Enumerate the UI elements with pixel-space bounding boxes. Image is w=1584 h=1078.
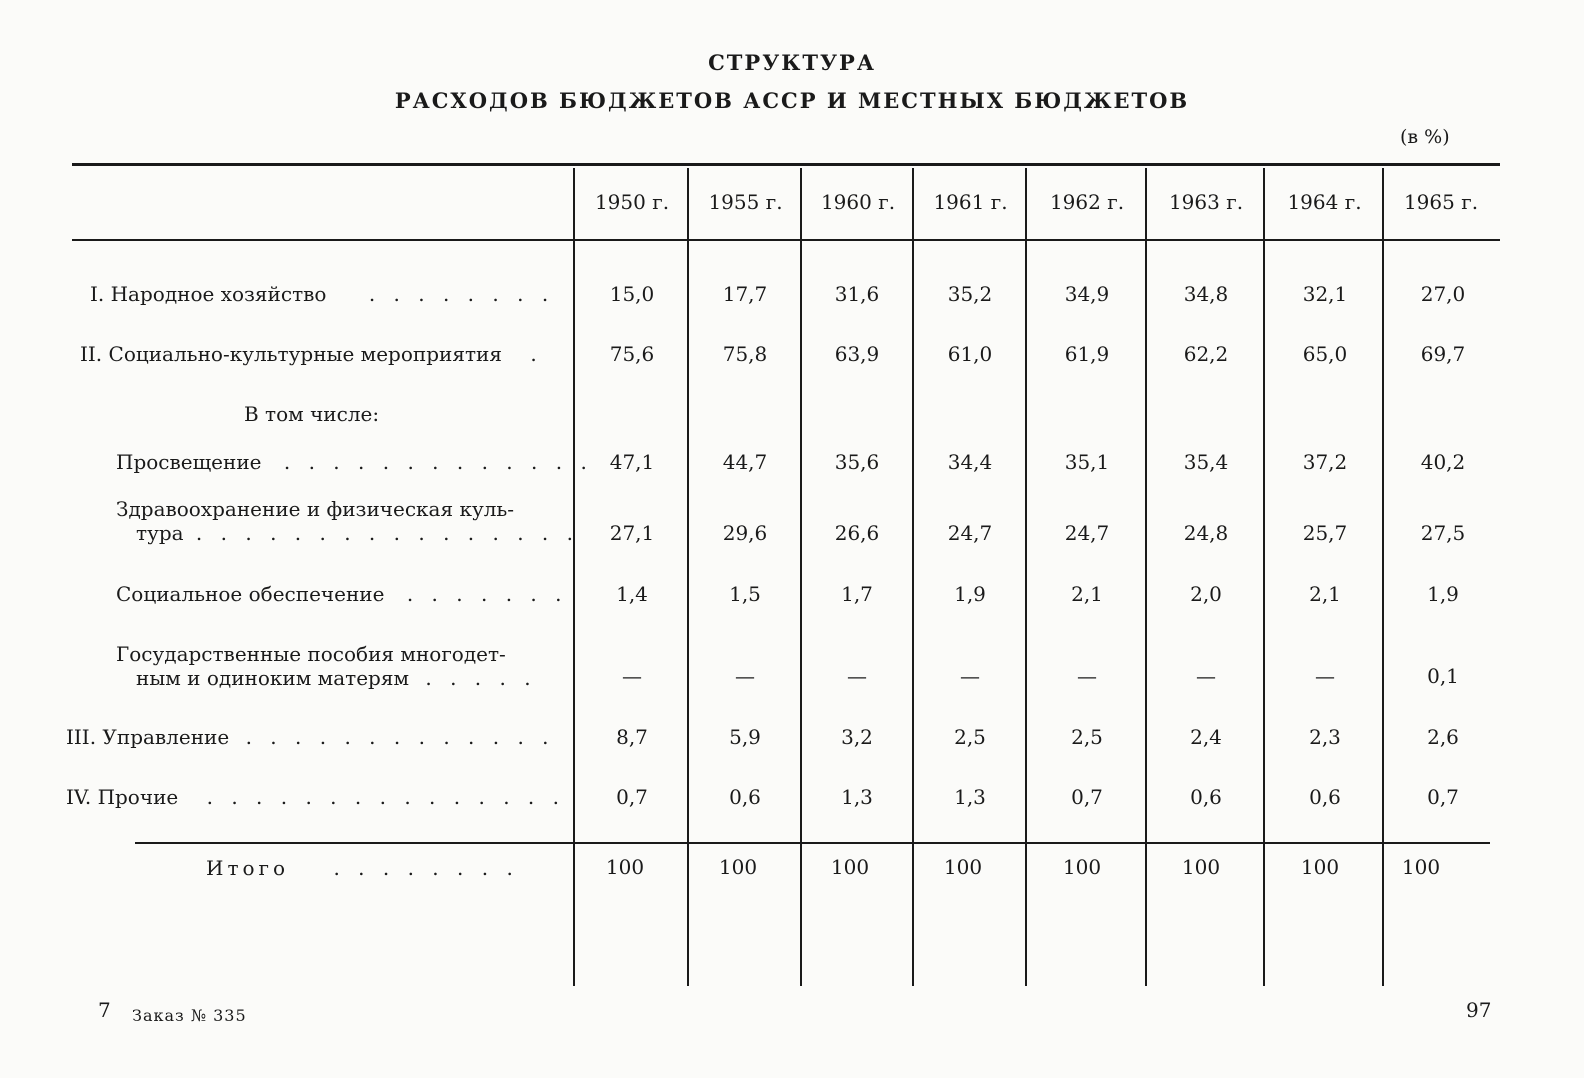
page-number: 97 <box>1466 998 1492 1022</box>
top-rule <box>72 163 1500 166</box>
table-cell: 24,7 <box>947 521 993 545</box>
table-cell: 35,4 <box>1183 450 1229 474</box>
row-label-education <box>116 450 593 474</box>
row-label-text: IV. Прочие <box>66 785 179 809</box>
table-cell-total: 100 <box>1181 855 1221 879</box>
table-cell: 1,9 <box>954 582 986 606</box>
table-cell: 61,9 <box>1064 342 1110 366</box>
row-label-text: Итого <box>206 856 290 880</box>
year-header: 1960 г. <box>820 190 896 214</box>
leader-dots: . . . . . . . . <box>368 282 555 306</box>
table-cell: 61,0 <box>947 342 993 366</box>
year-header: 1965 г. <box>1403 190 1479 214</box>
table-cell-total: 100 <box>943 855 983 879</box>
table-cell: 2,4 <box>1190 725 1222 749</box>
row-label-administration <box>66 725 555 749</box>
table-cell-total: 100 <box>718 855 758 879</box>
row-label-text: II. Социально-культурные мероприятия <box>80 342 502 366</box>
row-label-benefits-line1: Государственные пособия многодет- <box>116 642 506 666</box>
table-cell: 2,3 <box>1309 725 1341 749</box>
table-cell-total: 100 <box>830 855 870 879</box>
sheet-number: 7 <box>98 998 111 1022</box>
table-cell: 25,7 <box>1302 521 1348 545</box>
year-header: 1961 г. <box>933 190 1008 214</box>
year-header: 1955 г. <box>708 190 783 214</box>
table-cell: 35,1 <box>1064 450 1110 474</box>
table-cell: 0,7 <box>1427 785 1459 809</box>
row-label-other <box>66 785 565 809</box>
table-cell: 26,6 <box>834 521 880 545</box>
table-cell: 1,3 <box>954 785 986 809</box>
table-cell-total: 100 <box>1401 855 1441 879</box>
table-cell: 24,8 <box>1183 521 1229 545</box>
table-cell: 47,1 <box>609 450 655 474</box>
leader-dots: . . . . . . . . . . . . . <box>245 725 555 749</box>
table-cell: 69,7 <box>1420 342 1466 366</box>
row-label-social-cultural <box>80 342 543 366</box>
table-cell: 35,6 <box>834 450 880 474</box>
table-cell: — <box>1077 664 1097 688</box>
table-cell: 0,7 <box>616 785 648 809</box>
leader-dots: . . . . . . . . <box>333 856 519 880</box>
year-header: 1962 г. <box>1049 190 1125 214</box>
table-cell: — <box>622 664 642 688</box>
table-cell: — <box>960 664 980 688</box>
row-label-benefits-line2 <box>136 666 537 690</box>
row-label-health-line1: Здравоохранение и физическая куль- <box>116 497 515 521</box>
table-cell: 15,0 <box>609 282 655 306</box>
leader-dots: . . . . . . . . . . . . . . . <box>206 785 565 809</box>
row-label-total <box>206 856 519 880</box>
unit-note: (в %) <box>1400 126 1450 148</box>
table-cell: 27,1 <box>609 521 655 545</box>
header-rule <box>72 239 1500 241</box>
table-cell: 5,9 <box>729 725 761 749</box>
table-cell: 75,8 <box>722 342 768 366</box>
table-cell: — <box>847 664 867 688</box>
table-cell: 29,6 <box>722 521 768 545</box>
table-cell: 34,9 <box>1064 282 1110 306</box>
table-cell: 1,3 <box>841 785 873 809</box>
row-label-text: Просвещение <box>116 450 262 474</box>
row-label-text: ным и одиноким матерям <box>136 666 410 690</box>
row-label-text: тура <box>136 521 184 545</box>
row-label-health-line2 <box>136 521 579 545</box>
table-cell: 2,1 <box>1071 582 1103 606</box>
table-cell: 1,7 <box>841 582 873 606</box>
year-header: 1964 г. <box>1287 190 1362 214</box>
table-cell: 1,5 <box>729 582 761 606</box>
table-cell: 65,0 <box>1302 342 1348 366</box>
table-cell: 1,9 <box>1427 582 1459 606</box>
table-cell-total: 100 <box>1300 855 1340 879</box>
total-rule <box>135 842 1490 844</box>
table-cell: 32,1 <box>1302 282 1348 306</box>
table-cell-total: 100 <box>1062 855 1102 879</box>
table-cell: 2,5 <box>954 725 986 749</box>
table-cell: 24,7 <box>1064 521 1110 545</box>
leader-dots: . <box>530 342 543 366</box>
row-label-text: Социальное обеспечение <box>116 582 385 606</box>
table-cell: 75,6 <box>609 342 655 366</box>
table-cell: 17,7 <box>722 282 768 306</box>
row-label-social-security <box>116 582 567 606</box>
table-cell: 2,1 <box>1309 582 1341 606</box>
year-header: 1963 г. <box>1168 190 1244 214</box>
order-number: Заказ № 335 <box>132 1006 247 1025</box>
table-cell: 1,4 <box>616 582 648 606</box>
table-cell: 8,7 <box>616 725 648 749</box>
table-cell: 63,9 <box>834 342 880 366</box>
table-title-line2: РАСХОДОВ БЮДЖЕТОВ АССР И МЕСТНЫХ БЮДЖЕТОВ <box>394 88 1190 113</box>
leader-dots: . . . . . . . <box>406 582 568 606</box>
table-cell: — <box>1196 664 1216 688</box>
row-label-text: I. Народное хозяйство <box>90 282 327 306</box>
table-cell: 62,2 <box>1183 342 1229 366</box>
table-cell: 0,6 <box>729 785 761 809</box>
leader-dots: . . . . . . . . . . . . . . . . <box>195 521 580 545</box>
table-cell: 0,1 <box>1427 664 1459 688</box>
table-cell-total: 100 <box>605 855 645 879</box>
table-cell: 34,8 <box>1183 282 1229 306</box>
table-cell: 44,7 <box>722 450 768 474</box>
table-cell: 2,5 <box>1071 725 1103 749</box>
table-cell: 37,2 <box>1302 450 1348 474</box>
row-label-text: III. Управление <box>66 725 230 749</box>
table-cell: 27,0 <box>1420 282 1466 306</box>
table-cell: 40,2 <box>1420 450 1466 474</box>
table-cell: 2,6 <box>1427 725 1459 749</box>
table-cell: 0,7 <box>1071 785 1103 809</box>
table-cell: 35,2 <box>947 282 993 306</box>
table-title-line1: СТРУКТУРА <box>708 50 876 75</box>
table-cell: 2,0 <box>1190 582 1222 606</box>
year-header: 1950 г. <box>594 190 670 214</box>
leader-dots: . . . . . . . . . . . . . <box>283 450 593 474</box>
table-cell: 31,6 <box>834 282 880 306</box>
table-cell: 3,2 <box>841 725 873 749</box>
table-cell: 34,4 <box>947 450 993 474</box>
leader-dots: . . . . . <box>425 666 537 690</box>
table-cell: — <box>1315 664 1335 688</box>
table-cell: 0,6 <box>1190 785 1222 809</box>
table-cell: 27,5 <box>1420 521 1466 545</box>
row-label-economy <box>90 282 554 306</box>
subheading-including: В том числе: <box>244 402 380 426</box>
table-cell: — <box>735 664 755 688</box>
table-cell: 0,6 <box>1309 785 1341 809</box>
